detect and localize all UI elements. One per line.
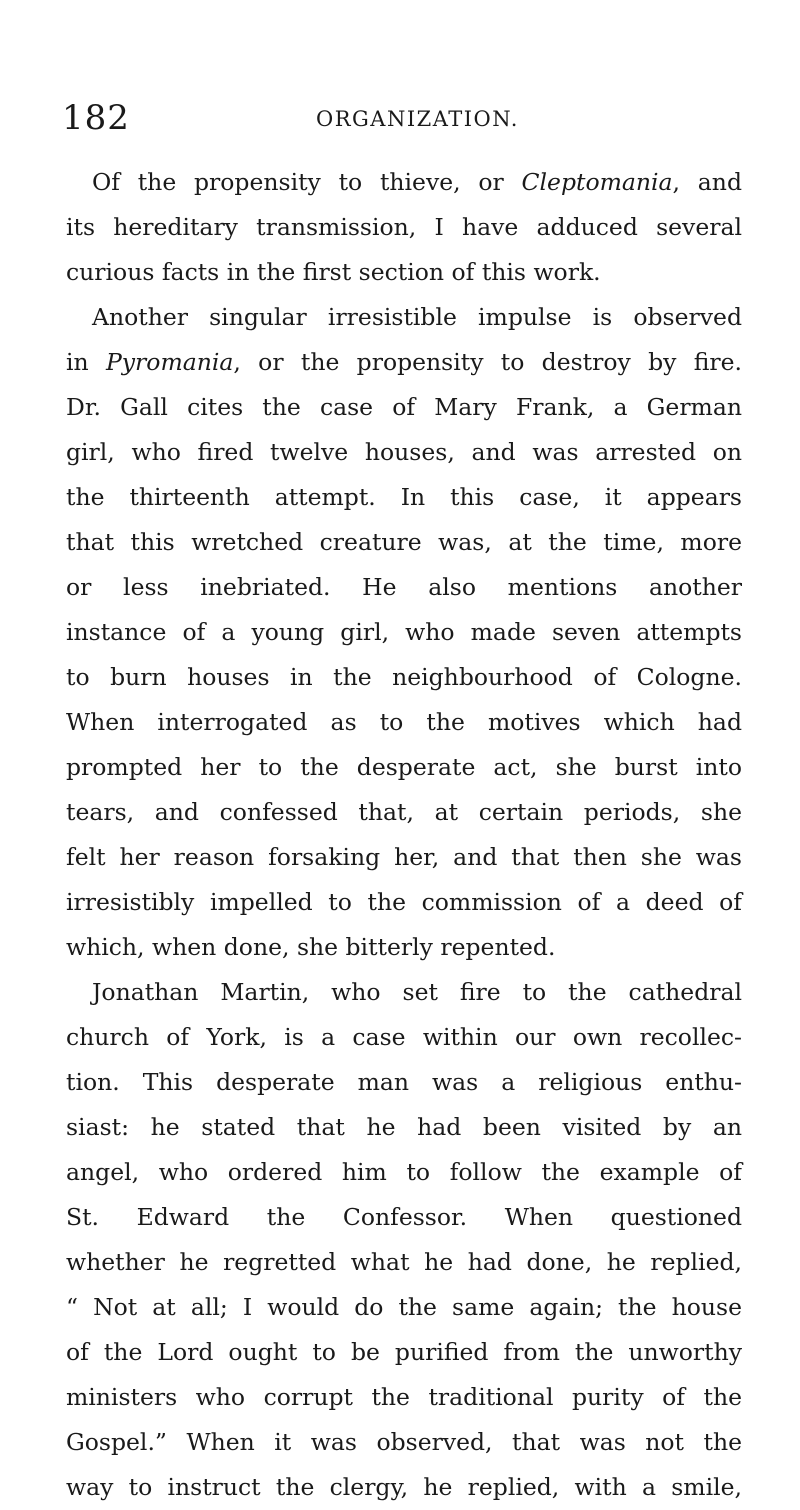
text-line: St. Edward the Confessor. When questioned bbox=[66, 1203, 742, 1231]
text-line: church of York, is a case within our own recollec- bbox=[66, 1023, 742, 1051]
text-line: irresistibly impelled to the commission of a deed of bbox=[66, 888, 742, 916]
text-line: which, when done, she bitterly repented. bbox=[66, 933, 556, 961]
body-text bbox=[66, 160, 742, 1510]
text-line: way to instruct the clergy, he replied, with a smile, bbox=[66, 1473, 742, 1501]
text-line: Gospel.” When it was observed, that was not the bbox=[66, 1428, 742, 1456]
italic-term: Pyromania bbox=[105, 348, 234, 376]
text-line: prompted her to the desperate act, she burst into bbox=[66, 753, 742, 781]
text-line: to burn houses in the neighbourhood of Cologne. bbox=[66, 663, 742, 691]
page-number: 182 bbox=[62, 98, 130, 138]
text-line: instance of a young girl, who made seven attempts bbox=[66, 618, 742, 646]
text-line: the thirteenth attempt. In this case, it appears bbox=[66, 483, 742, 511]
text-line: Jonathan Martin, who set fire to the cathedral bbox=[92, 978, 742, 1006]
text-line: Dr. Gall cites the case of Mary Frank, a German bbox=[66, 393, 742, 421]
text-line: Of the propensity to thieve, or Cleptomania, and bbox=[92, 168, 742, 196]
text-line: of the Lord ought to be purified from the unworthy bbox=[66, 1338, 742, 1366]
text-line: tion. This desperate man was a religious enthu- bbox=[66, 1068, 742, 1096]
text-line: angel, who ordered him to follow the example of bbox=[66, 1158, 742, 1186]
running-title: ORGANIZATION. bbox=[316, 107, 519, 131]
text-line: in Pyromania, or the propensity to destroy by fire. bbox=[66, 348, 742, 376]
text-line: curious facts in the first section of this work. bbox=[66, 258, 601, 286]
text-line: felt her reason forsaking her, and that then she was bbox=[66, 843, 742, 871]
text-line: that this wretched creature was, at the time, more bbox=[66, 528, 742, 556]
text-line: or less inebriated. He also mentions another bbox=[66, 573, 742, 601]
text-line: tears, and confessed that, at certain periods, she bbox=[66, 798, 742, 826]
text-line: whether he regretted what he had done, he replied, bbox=[66, 1248, 742, 1276]
text-line: “ Not at all; I would do the same again; the house bbox=[66, 1293, 742, 1321]
text-line: Another singular irresistible impulse is observed bbox=[92, 303, 742, 331]
running-head bbox=[62, 96, 742, 140]
text-line: its hereditary transmission, I have adduced several bbox=[66, 213, 742, 241]
text-line: ministers who corrupt the traditional purity of the bbox=[66, 1383, 742, 1411]
text-line: When interrogated as to the motives which had bbox=[66, 708, 742, 736]
italic-term: Cleptomania bbox=[521, 168, 673, 196]
text-line: siast: he stated that he had been visited by an bbox=[66, 1113, 742, 1141]
text-line: girl, who fired twelve houses, and was arrested on bbox=[66, 438, 742, 466]
